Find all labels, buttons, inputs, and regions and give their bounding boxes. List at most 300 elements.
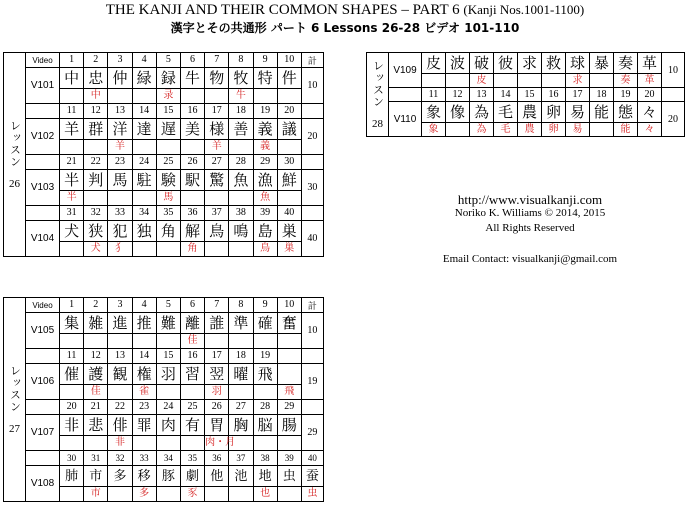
- kanji-number: 16: [542, 88, 566, 102]
- kanji-cell[interactable]: 象: [422, 102, 446, 123]
- kanji-cell[interactable]: 仲: [108, 68, 132, 89]
- kanji-number: 12: [446, 88, 470, 102]
- count-spacer: [301, 206, 323, 221]
- video-spacer: [26, 104, 60, 119]
- kanji-cell[interactable]: 魚: [229, 170, 253, 191]
- kanji-cell[interactable]: 彼: [494, 53, 518, 74]
- kanji-number: 17: [566, 88, 590, 102]
- kanji-count: 30: [301, 170, 323, 206]
- kanji-cell[interactable]: 犯: [108, 221, 132, 242]
- lesson-label: レッスン: [371, 59, 385, 108]
- kanji-cell[interactable]: 有: [180, 415, 204, 436]
- common-shape: 豕: [180, 487, 204, 502]
- kanji-cell[interactable]: 能: [590, 102, 614, 123]
- kanji-number: 36: [180, 206, 204, 221]
- kanji-cell[interactable]: 角: [156, 221, 180, 242]
- kanji-cell[interactable]: 羽: [156, 364, 180, 385]
- kanji-number: 13: [108, 349, 132, 364]
- kanji-count: 20: [301, 119, 323, 155]
- kanji-cell[interactable]: 革: [638, 53, 662, 74]
- kanji-number: 25: [156, 155, 180, 170]
- common-shape: [229, 385, 253, 400]
- kanji-cell[interactable]: 物: [205, 68, 229, 89]
- kanji-cell[interactable]: 護: [84, 364, 108, 385]
- kanji-cell[interactable]: 推: [132, 313, 156, 334]
- kanji-cell[interactable]: 鳥: [205, 221, 229, 242]
- common-shape: [277, 89, 301, 104]
- kanji-cell[interactable]: 脳: [253, 415, 277, 436]
- common-shape: 革: [638, 74, 662, 88]
- kanji-number: 23: [132, 400, 156, 415]
- common-shape: [229, 140, 253, 155]
- common-shape: 巣: [277, 242, 301, 257]
- common-shape: 犬: [84, 242, 108, 257]
- common-shape: [60, 334, 84, 349]
- common-shape: 中: [84, 89, 108, 104]
- kanji-cell[interactable]: 観: [108, 364, 132, 385]
- kanji-cell[interactable]: 破: [470, 53, 494, 74]
- kanji-number: 39: [253, 206, 277, 221]
- kanji-number: 6: [180, 298, 204, 313]
- common-shape: [84, 140, 108, 155]
- kanji-cell[interactable]: 易: [566, 102, 590, 123]
- kanji-number: 28: [229, 155, 253, 170]
- common-shape: [590, 74, 614, 88]
- kanji-number: 8: [229, 298, 253, 313]
- kanji-cell[interactable]: 中: [60, 68, 84, 89]
- common-shape: [84, 334, 108, 349]
- common-shape: [132, 89, 156, 104]
- video-link[interactable]: V108: [26, 466, 60, 502]
- common-shape: [108, 487, 132, 502]
- kanji-number: 14: [494, 88, 518, 102]
- kanji-number: 20: [60, 400, 84, 415]
- kanji-cell[interactable]: 飛: [253, 364, 277, 385]
- video-spacer: [26, 206, 60, 221]
- common-shape: [132, 242, 156, 257]
- kanji-cell[interactable]: 進: [108, 313, 132, 334]
- common-shape: 毛: [494, 123, 518, 137]
- kanji-number: 3: [108, 53, 132, 68]
- common-shape: 肉・月: [205, 436, 229, 451]
- kanji-cell[interactable]: 権: [132, 364, 156, 385]
- kanji-number: 16: [180, 349, 204, 364]
- common-shape: 虫: [301, 487, 323, 502]
- kanji-cell[interactable]: 雑: [84, 313, 108, 334]
- lesson-label: レッスン: [8, 119, 22, 168]
- video-spacer: [26, 349, 60, 364]
- kanji-number: 38: [253, 451, 277, 466]
- kanji-cell[interactable]: 議: [277, 119, 301, 140]
- title-range: (Kanji Nos.1001-1100): [463, 2, 585, 17]
- kanji-cell[interactable]: 美: [180, 119, 204, 140]
- kanji-cell[interactable]: 駐: [132, 170, 156, 191]
- rights-notice: All Rights Reserved: [485, 222, 575, 234]
- kanji-cell[interactable]: 奮: [277, 313, 301, 334]
- kanji-number: 4: [132, 53, 156, 68]
- common-shape: 飛: [277, 385, 301, 400]
- kanji-cell[interactable]: 誰: [205, 313, 229, 334]
- common-shape: [180, 191, 204, 206]
- video-header: Video: [26, 298, 60, 313]
- kanji-number: 24: [156, 400, 180, 415]
- video-link[interactable]: V106: [26, 364, 60, 400]
- kanji-count: 20: [662, 102, 685, 137]
- kanji-number: 35: [156, 206, 180, 221]
- video-link[interactable]: V107: [26, 415, 60, 451]
- kanji-cell[interactable]: 善: [229, 119, 253, 140]
- common-shape: 象: [422, 123, 446, 137]
- common-shape: 佳: [84, 385, 108, 400]
- kanji-number: 9: [253, 53, 277, 68]
- kanji-number: 32: [108, 451, 132, 466]
- kanji-number: 8: [229, 53, 253, 68]
- kanji-number: 10: [277, 298, 301, 313]
- kanji-number: 21: [60, 155, 84, 170]
- kanji-cell[interactable]: 遅: [156, 119, 180, 140]
- common-shape: [108, 334, 132, 349]
- kanji-cell[interactable]: 皮: [422, 53, 446, 74]
- kanji-cell[interactable]: 腸: [277, 415, 301, 436]
- kanji-cell[interactable]: 馬: [108, 170, 132, 191]
- common-shape: 々: [638, 123, 662, 137]
- lesson-label-cell: [4, 53, 26, 257]
- kanji-number: 7: [205, 298, 229, 313]
- kanji-number: 26: [205, 400, 229, 415]
- common-shape: [590, 123, 614, 137]
- common-shape: [156, 242, 180, 257]
- count-spacer: [662, 88, 685, 102]
- common-shape: 半: [60, 191, 84, 206]
- kanji-cell[interactable]: 毛: [494, 102, 518, 123]
- common-shape: 录: [156, 89, 180, 104]
- kanji-number: 19: [614, 88, 638, 102]
- kanji-cell[interactable]: 群: [84, 119, 108, 140]
- kanji-count: 10: [301, 313, 323, 349]
- kanji-cell[interactable]: 肺: [60, 466, 84, 487]
- common-shape: [253, 334, 277, 349]
- count-spacer: [301, 400, 323, 415]
- lesson-table-26: [3, 52, 324, 257]
- kanji-cell[interactable]: 救: [542, 53, 566, 74]
- common-shape: [60, 385, 84, 400]
- kanji-number: 22: [84, 155, 108, 170]
- common-shape: [180, 89, 204, 104]
- kanji-cell[interactable]: 解: [180, 221, 204, 242]
- lesson-number: 26: [9, 177, 20, 190]
- kanji-cell[interactable]: 習: [180, 364, 204, 385]
- kanji-number: 5: [156, 298, 180, 313]
- common-shape: [205, 487, 229, 502]
- kanji-number: 33: [132, 451, 156, 466]
- kanji-number: 24: [132, 155, 156, 170]
- kanji-cell[interactable]: 卵: [542, 102, 566, 123]
- kanji-number: 31: [84, 451, 108, 466]
- kanji-count: 40: [301, 221, 323, 257]
- lesson-label-cell: [367, 53, 389, 137]
- kanji-cell[interactable]: 離: [180, 313, 204, 334]
- common-shape: [156, 140, 180, 155]
- kanji-cell[interactable]: 球: [566, 53, 590, 74]
- kanji-cell[interactable]: 劇: [180, 466, 204, 487]
- kanji-cell[interactable]: 他: [205, 466, 229, 487]
- kanji-cell[interactable]: 移: [132, 466, 156, 487]
- kanji-number: 32: [84, 206, 108, 221]
- count-spacer: [301, 104, 323, 119]
- kanji-cell[interactable]: 験: [156, 170, 180, 191]
- kanji-number: 22: [108, 400, 132, 415]
- kanji-cell[interactable]: 特: [253, 68, 277, 89]
- common-shape: [132, 436, 156, 451]
- kanji-number: 27: [229, 400, 253, 415]
- common-shape: 農: [518, 123, 542, 137]
- kanji-number: 40: [301, 451, 323, 466]
- kanji-cell[interactable]: 曜: [229, 364, 253, 385]
- common-shape: [277, 140, 301, 155]
- video-link[interactable]: V101: [26, 68, 60, 104]
- kanji-cell[interactable]: 義: [253, 119, 277, 140]
- count-header: 計: [301, 53, 323, 68]
- common-shape: [84, 191, 108, 206]
- page-subtitle: 漢字とその共通形 パート 6 Lessons 26-28 ビデオ 101-110: [170, 21, 520, 35]
- kanji-cell[interactable]: 確: [253, 313, 277, 334]
- kanji-cell[interactable]: 島: [253, 221, 277, 242]
- common-shape: 佳: [180, 334, 204, 349]
- kanji-number: 33: [108, 206, 132, 221]
- common-shape: [422, 74, 446, 88]
- common-shape: 犭: [108, 242, 132, 257]
- common-shape: [60, 242, 84, 257]
- kanji-number: 35: [180, 451, 204, 466]
- common-shape: [156, 385, 180, 400]
- common-shape: 皮: [470, 74, 494, 88]
- common-shape: 多: [132, 487, 156, 502]
- common-shape: [446, 123, 470, 137]
- common-shape: [84, 436, 108, 451]
- kanji-cell[interactable]: 像: [446, 102, 470, 123]
- kanji-cell[interactable]: 狭: [84, 221, 108, 242]
- kanji-cell[interactable]: 録: [156, 68, 180, 89]
- common-shape: [156, 334, 180, 349]
- kanji-cell[interactable]: 池: [229, 466, 253, 487]
- video-link[interactable]: V104: [26, 221, 60, 257]
- page-title: [0, 2, 690, 19]
- kanji-cell[interactable]: 牧: [229, 68, 253, 89]
- kanji-number: 14: [132, 349, 156, 364]
- kanji-number: 38: [229, 206, 253, 221]
- kanji-number: 37: [229, 451, 253, 466]
- kanji-cell[interactable]: 多: [108, 466, 132, 487]
- kanji-count: 10: [301, 68, 323, 104]
- common-shape: [229, 242, 253, 257]
- lesson-table-28: [366, 52, 685, 137]
- kanji-number: 37: [205, 206, 229, 221]
- kanji-cell[interactable]: 催: [60, 364, 84, 385]
- kanji-number: 16: [180, 104, 204, 119]
- common-shape: [108, 385, 132, 400]
- kanji-number: 30: [277, 155, 301, 170]
- common-shape: 奏: [614, 74, 638, 88]
- kanji-cell[interactable]: 難: [156, 313, 180, 334]
- common-shape: 馬: [156, 191, 180, 206]
- kanji-number: 5: [156, 53, 180, 68]
- video-link[interactable]: V109: [389, 53, 422, 88]
- common-shape: 雀: [132, 385, 156, 400]
- website-url[interactable]: http://www.visualkanji.com: [457, 192, 603, 207]
- common-shape: [253, 89, 277, 104]
- kanji-number: 18: [229, 104, 253, 119]
- kanji-cell[interactable]: 驚: [205, 170, 229, 191]
- video-link[interactable]: V103: [26, 170, 60, 206]
- common-shape: [60, 436, 84, 451]
- kanji-cell[interactable]: [277, 364, 301, 385]
- kanji-cell[interactable]: 肉: [156, 415, 180, 436]
- video-spacer: [26, 400, 60, 415]
- kanji-cell[interactable]: 巣: [277, 221, 301, 242]
- kanji-number: 20: [638, 88, 662, 102]
- kanji-cell[interactable]: 豚: [156, 466, 180, 487]
- kanji-number: 34: [132, 206, 156, 221]
- kanji-number: 29: [253, 155, 277, 170]
- kanji-cell[interactable]: 蚕: [301, 466, 323, 487]
- common-shape: [253, 385, 277, 400]
- common-shape: [205, 242, 229, 257]
- kanji-cell[interactable]: 様: [205, 119, 229, 140]
- kanji-number: 26: [180, 155, 204, 170]
- common-shape: 牛: [229, 89, 253, 104]
- kanji-cell[interactable]: 駅: [180, 170, 204, 191]
- kanji-cell[interactable]: 忠: [84, 68, 108, 89]
- kanji-cell[interactable]: 市: [84, 466, 108, 487]
- kanji-cell[interactable]: 奏: [614, 53, 638, 74]
- common-shape: [205, 191, 229, 206]
- common-shape: [156, 436, 180, 451]
- kanji-cell[interactable]: 求: [518, 53, 542, 74]
- common-shape: 卵: [542, 123, 566, 137]
- kanji-number: 13: [470, 88, 494, 102]
- kanji-cell[interactable]: 犬: [60, 221, 84, 242]
- kanji-cell[interactable]: 態: [614, 102, 638, 123]
- common-shape: 羽: [205, 385, 229, 400]
- common-shape: [494, 74, 518, 88]
- kanji-cell[interactable]: 為: [470, 102, 494, 123]
- email-contact[interactable]: Email Contact: visualkanji@gmail.com: [442, 253, 618, 265]
- kanji-number: 11: [422, 88, 446, 102]
- kanji-cell[interactable]: 胃: [205, 415, 229, 436]
- kanji-cell[interactable]: 々: [638, 102, 662, 123]
- kanji-cell[interactable]: 羊: [60, 119, 84, 140]
- kanji-cell[interactable]: 鮮: [277, 170, 301, 191]
- kanji-count: 10: [662, 53, 685, 88]
- common-shape: 能: [614, 123, 638, 137]
- video-link[interactable]: V105: [26, 313, 60, 349]
- common-shape: [132, 140, 156, 155]
- kanji-cell[interactable]: 半: [60, 170, 84, 191]
- common-shape: [277, 191, 301, 206]
- common-shape: 羊: [205, 140, 229, 155]
- common-shape: 鳥: [253, 242, 277, 257]
- kanji-number: 25: [180, 400, 204, 415]
- lesson-label-cell: [4, 298, 26, 502]
- kanji-cell[interactable]: 非: [60, 415, 84, 436]
- kanji-cell[interactable]: 俳: [108, 415, 132, 436]
- video-link[interactable]: V110: [389, 102, 422, 137]
- common-shape: [60, 89, 84, 104]
- kanji-number: 14: [132, 104, 156, 119]
- lesson-number: 27: [9, 422, 20, 435]
- kanji-cell[interactable]: 漁: [253, 170, 277, 191]
- kanji-cell[interactable]: 暴: [590, 53, 614, 74]
- kanji-cell[interactable]: 洋: [108, 119, 132, 140]
- kanji-cell[interactable]: 翌: [205, 364, 229, 385]
- video-spacer: [26, 155, 60, 170]
- common-shape: [180, 140, 204, 155]
- common-shape: [180, 385, 204, 400]
- kanji-number: 34: [156, 451, 180, 466]
- kanji-number: 3: [108, 298, 132, 313]
- kanji-cell[interactable]: 罪: [132, 415, 156, 436]
- kanji-cell[interactable]: 件: [277, 68, 301, 89]
- kanji-cell[interactable]: 集: [60, 313, 84, 334]
- kanji-cell[interactable]: 鳴: [229, 221, 253, 242]
- kanji-number: 1: [60, 298, 84, 313]
- kanji-number: 17: [205, 104, 229, 119]
- lesson-number: 28: [372, 117, 383, 130]
- kanji-cell[interactable]: 農: [518, 102, 542, 123]
- kanji-cell[interactable]: 達: [132, 119, 156, 140]
- kanji-number: 23: [108, 155, 132, 170]
- kanji-number: 11: [60, 104, 84, 119]
- count-header: 計: [301, 298, 323, 313]
- common-shape: 市: [84, 487, 108, 502]
- common-shape: [229, 334, 253, 349]
- video-spacer: [389, 88, 422, 102]
- kanji-cell[interactable]: 地: [253, 466, 277, 487]
- lesson-label: レッスン: [8, 364, 22, 413]
- kanji-cell[interactable]: 悲: [84, 415, 108, 436]
- kanji-number: 28: [253, 400, 277, 415]
- kanji-cell[interactable]: 牛: [180, 68, 204, 89]
- video-link[interactable]: V102: [26, 119, 60, 155]
- kanji-count: 29: [301, 415, 323, 451]
- kanji-cell[interactable]: 波: [446, 53, 470, 74]
- kanji-cell[interactable]: 胸: [229, 415, 253, 436]
- common-shape: [229, 487, 253, 502]
- common-shape: [132, 334, 156, 349]
- kanji-number: 15: [156, 104, 180, 119]
- kanji-cell[interactable]: 準: [229, 313, 253, 334]
- kanji-number: 30: [60, 451, 84, 466]
- kanji-number: 17: [205, 349, 229, 364]
- kanji-cell[interactable]: 虫: [277, 466, 301, 487]
- common-shape: [156, 487, 180, 502]
- common-shape: [277, 436, 301, 451]
- common-shape: [132, 191, 156, 206]
- common-shape: [277, 334, 301, 349]
- kanji-cell[interactable]: 独: [132, 221, 156, 242]
- kanji-cell[interactable]: 判: [84, 170, 108, 191]
- video-header: Video: [26, 53, 60, 68]
- kanji-number: 39: [277, 451, 301, 466]
- kanji-number: 27: [205, 155, 229, 170]
- common-shape: 求: [566, 74, 590, 88]
- kanji-number: 21: [84, 400, 108, 415]
- kanji-number: 19: [253, 349, 277, 364]
- kanji-cell[interactable]: 緑: [132, 68, 156, 89]
- kanji-number: 9: [253, 298, 277, 313]
- kanji-number: 36: [205, 451, 229, 466]
- kanji-number: 15: [156, 349, 180, 364]
